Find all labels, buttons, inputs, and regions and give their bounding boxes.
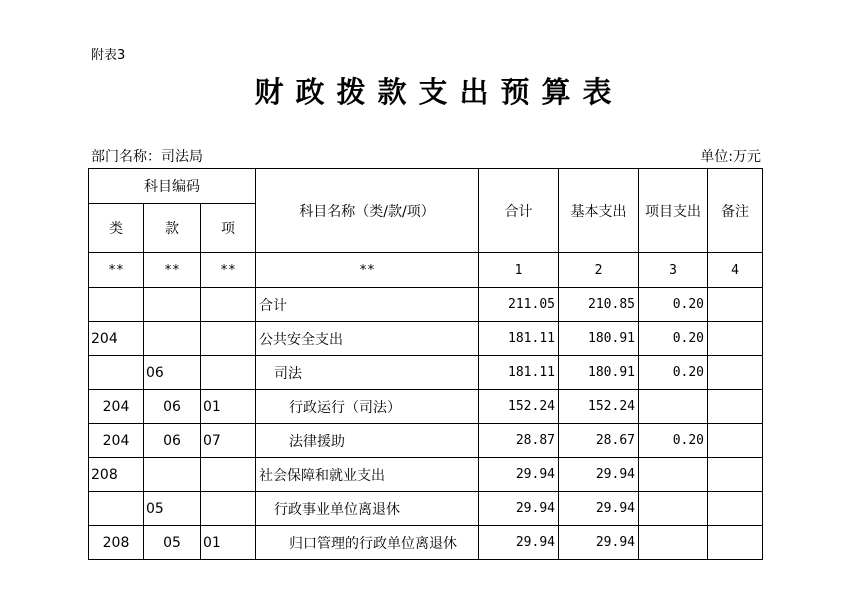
department-name: 部门名称：司法局: [91, 149, 203, 165]
note-cell: [708, 492, 763, 526]
header-class: 类: [89, 204, 144, 253]
section-code-cell: [144, 458, 201, 492]
note-cell: [708, 424, 763, 458]
project-cell: [639, 526, 708, 560]
section-code-cell: 05: [144, 492, 201, 526]
item-code-cell: [201, 288, 256, 322]
header-total: 合计: [479, 169, 559, 253]
header-item: 项: [201, 204, 256, 253]
class-code-cell: [89, 492, 144, 526]
project-cell: [639, 390, 708, 424]
class-code-cell: 204: [89, 390, 144, 424]
item-code-cell: 01: [201, 390, 256, 424]
note-cell: [708, 458, 763, 492]
basic-cell: 29.94: [559, 458, 639, 492]
section-code-cell: [144, 322, 201, 356]
index-cell: **: [144, 253, 201, 288]
header-project-expenditure: 项目支出: [639, 169, 708, 253]
subject-name-cell: 归口管理的行政单位离退休: [256, 526, 479, 560]
project-cell: 0.20: [639, 288, 708, 322]
basic-cell: 29.94: [559, 492, 639, 526]
table-row: [89, 288, 763, 322]
table-row: [89, 390, 763, 424]
header-remarks: 备注: [708, 169, 763, 253]
index-cell: 3: [639, 253, 708, 288]
project-cell: 0.20: [639, 424, 708, 458]
basic-cell: 180.91: [559, 322, 639, 356]
class-code-cell: 208: [89, 526, 144, 560]
unit-label: 单位:万元: [700, 149, 761, 165]
total-cell: 152.24: [479, 390, 559, 424]
section-code-cell: [144, 288, 201, 322]
table-row: [89, 492, 763, 526]
class-code-cell: [89, 288, 144, 322]
table-row: [89, 424, 763, 458]
section-code-cell: 06: [144, 424, 201, 458]
subject-name-cell: 行政事业单位离退休: [256, 492, 479, 526]
index-cell: **: [201, 253, 256, 288]
item-code-cell: 01: [201, 526, 256, 560]
index-cell: 2: [559, 253, 639, 288]
table-row: [89, 322, 763, 356]
item-code-cell: [201, 356, 256, 390]
class-code-cell: [89, 356, 144, 390]
basic-cell: 180.91: [559, 356, 639, 390]
table-row: [89, 356, 763, 390]
total-cell: 181.11: [479, 322, 559, 356]
subject-name-cell: 司法: [256, 356, 479, 390]
subject-name-cell: 公共安全支出: [256, 322, 479, 356]
budget-table: [88, 168, 763, 560]
note-cell: [708, 288, 763, 322]
total-cell: 29.94: [479, 526, 559, 560]
subject-name-cell: 合计: [256, 288, 479, 322]
index-cell: 4: [708, 253, 763, 288]
table-row: [89, 458, 763, 492]
class-code-cell: 208: [89, 458, 144, 492]
index-row: [89, 253, 763, 288]
header-section: 款: [144, 204, 201, 253]
project-cell: 0.20: [639, 322, 708, 356]
note-cell: [708, 526, 763, 560]
subject-name-cell: 行政运行（司法）: [256, 390, 479, 424]
basic-cell: 29.94: [559, 526, 639, 560]
note-cell: [708, 390, 763, 424]
total-cell: 181.11: [479, 356, 559, 390]
section-code-cell: 06: [144, 356, 201, 390]
item-code-cell: [201, 458, 256, 492]
total-cell: 28.87: [479, 424, 559, 458]
index-cell: **: [256, 253, 479, 288]
total-cell: 29.94: [479, 458, 559, 492]
subject-name-cell: 法律援助: [256, 424, 479, 458]
section-code-cell: 05: [144, 526, 201, 560]
subject-name-cell: 社会保障和就业支出: [256, 458, 479, 492]
note-cell: [708, 356, 763, 390]
project-cell: [639, 458, 708, 492]
section-code-cell: 06: [144, 390, 201, 424]
basic-cell: 210.85: [559, 288, 639, 322]
page-title: 财政拨款支出预算表: [254, 75, 624, 109]
class-code-cell: 204: [89, 322, 144, 356]
project-cell: [639, 492, 708, 526]
project-cell: 0.20: [639, 356, 708, 390]
total-cell: 211.05: [479, 288, 559, 322]
item-code-cell: [201, 322, 256, 356]
item-code-cell: [201, 492, 256, 526]
header-subject-name: 科目名称（类/款/项）: [256, 169, 479, 253]
total-cell: 29.94: [479, 492, 559, 526]
index-cell: 1: [479, 253, 559, 288]
basic-cell: 152.24: [559, 390, 639, 424]
header-code-group: 科目编码: [89, 169, 256, 204]
basic-cell: 28.67: [559, 424, 639, 458]
header-basic-expenditure: 基本支出: [559, 169, 639, 253]
item-code-cell: 07: [201, 424, 256, 458]
index-cell: **: [89, 253, 144, 288]
class-code-cell: 204: [89, 424, 144, 458]
note-cell: [708, 322, 763, 356]
appendix-label: 附表3: [91, 48, 126, 63]
table-row: [89, 526, 763, 560]
